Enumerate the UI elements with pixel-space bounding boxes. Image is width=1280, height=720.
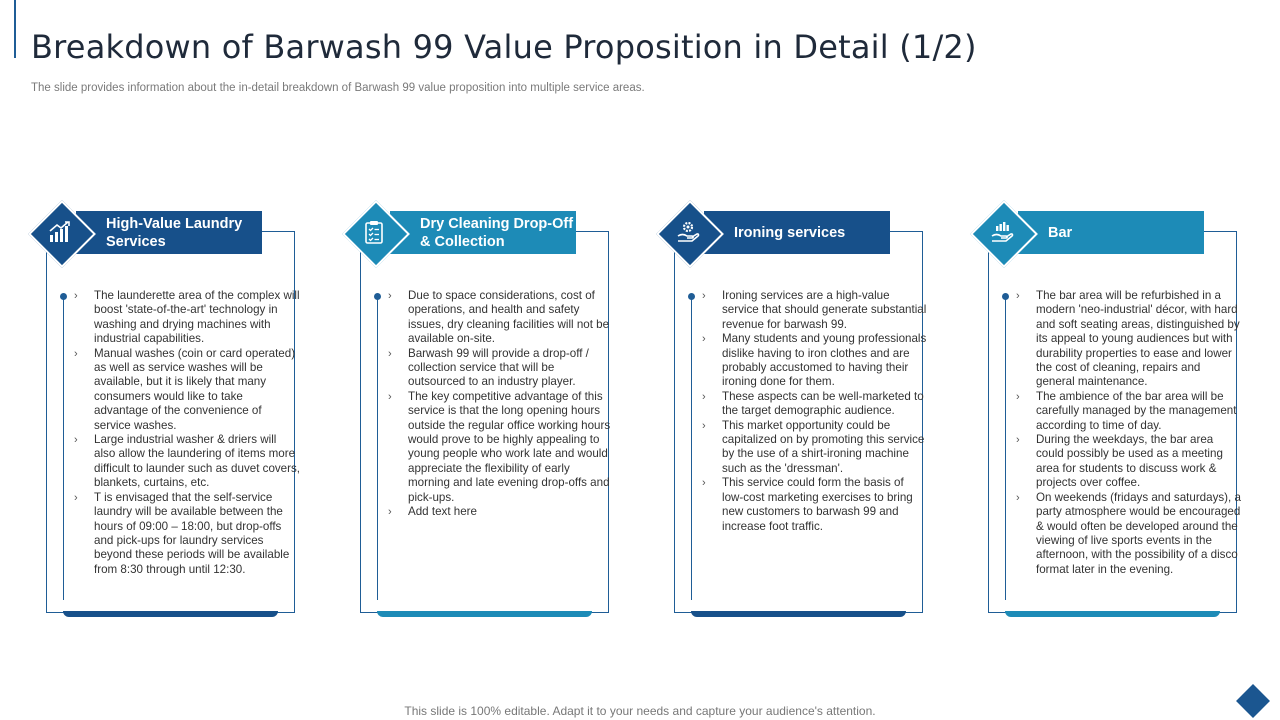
- card-underline: [377, 611, 592, 617]
- chevron-right-icon: ›: [388, 390, 392, 403]
- list-item: › Barwash 99 will provide a drop-off / collection service that will be outsourced to an industry player.: [388, 346, 589, 389]
- title-accent-bar: [14, 0, 16, 58]
- chevron-right-icon: ›: [74, 290, 78, 302]
- card-header: Ironing services: [704, 211, 890, 254]
- card-underline: [1005, 611, 1220, 617]
- chevron-right-icon: ›: [1016, 434, 1020, 447]
- timeline-dot: [688, 293, 695, 300]
- hand-gear-icon: [666, 210, 710, 254]
- card-bar: [972, 203, 1250, 623]
- chevron-right-icon: ›: [1016, 390, 1020, 403]
- list-item: › Large industrial washer & driers will also allow the laundering of items more difficult to launder such as duvet covers, blankets, curtains, etc.: [74, 433, 301, 490]
- card-header: Dry Cleaning Drop-Off & Collection: [390, 211, 576, 254]
- list-item: › Add text here: [388, 505, 477, 519]
- timeline-dot: [1002, 293, 1009, 300]
- chevron-right-icon: ›: [74, 347, 78, 360]
- chevron-right-icon: ›: [74, 434, 78, 447]
- chevron-right-icon: ›: [702, 333, 706, 346]
- chevron-right-icon: ›: [1016, 491, 1020, 504]
- chevron-right-icon: ›: [702, 390, 706, 403]
- hand-chart-icon: [980, 210, 1024, 254]
- list-item: › The bar area will be refurbished in a modern 'neo-industrial' décor, with hard and soft seating areas, distinguished by its appeal to young audiences but with durability properties to ease and lower the cost of cleaning, repairs and general maintenance.: [1016, 289, 1240, 389]
- list-item: › During the weekdays, the bar area could possibly be used as a meeting area for students to discuss work & projects over coffee.: [1016, 433, 1223, 490]
- list-item: › The launderette area of the complex will boost 'state-of-the-art' technology in washing and drying machines with industrial capabilities.: [74, 289, 300, 346]
- chevron-right-icon: ›: [388, 290, 392, 302]
- list-item: › The key competitive advantage of this service is that the long opening hours outside the regular office working hours would prove to be highly appealing to young people who work late and would appreciate the flexibility of early morning and late evening drop-offs and pick-ups.: [388, 389, 611, 504]
- timeline-line: [1005, 298, 1006, 600]
- chevron-right-icon: ›: [388, 347, 392, 360]
- list-item: › Due to space considerations, cost of operations, and health and safety issues, dry cleaning facilities will not be available on-site.: [388, 289, 610, 346]
- clipboard-checklist-icon: [352, 210, 396, 254]
- chevron-right-icon: ›: [702, 477, 706, 490]
- timeline-line: [691, 298, 692, 600]
- chevron-right-icon: ›: [702, 419, 706, 432]
- timeline-dot: [374, 293, 381, 300]
- list-item: › T is envisaged that the self-service laundry will be available between the hours of 09:00 – 18:00, but drop-offs and pick-ups for laundry services beyond these periods will be available from 8:30 through until 12:30.: [74, 490, 290, 576]
- list-item: › This service could form the basis of low-cost marketing exercises to bring new customers to barwash 99 and increase foot traffic.: [702, 476, 913, 533]
- card-underline: [691, 611, 906, 617]
- list-item: › Manual washes (coin or card operated) as well as service washes will be available, but it is likely that many consumers would like to take advantage of the convenience of service washes.: [74, 346, 296, 432]
- bullet-list: [388, 289, 614, 520]
- timeline-line: [63, 298, 64, 600]
- card-underline: [63, 611, 278, 617]
- list-item: › These aspects can be well-marketed to the target demographic audience.: [702, 389, 924, 418]
- list-item: › Many students and young professionals dislike having to iron clothes and are probably accustomed to having their ironing done for them.: [702, 332, 927, 389]
- bullet-list: [1016, 289, 1242, 577]
- chevron-right-icon: ›: [1016, 290, 1020, 302]
- page-subtitle: The slide provides information about the in-detail breakdown of Barwash 99 value proposition into multiple service areas.: [31, 82, 645, 94]
- card-header: Bar: [1018, 211, 1204, 254]
- list-item: › The ambience of the bar area will be carefully managed by the management according to time of day.: [1016, 389, 1237, 432]
- card-high-value-laundry: [30, 203, 308, 623]
- timeline-line: [377, 298, 378, 600]
- chevron-right-icon: ›: [702, 290, 706, 302]
- list-item: › This market opportunity could be capitalized on by promoting this service by the use of a shirt-ironing machine such as the 'dressman'.: [702, 418, 925, 475]
- chevron-right-icon: ›: [74, 491, 78, 504]
- card-header: High-Value Laundry Services: [76, 211, 262, 254]
- bullet-list: [74, 289, 300, 577]
- card-dry-cleaning: [344, 203, 622, 623]
- timeline-dot: [60, 293, 67, 300]
- card-ironing-services: [658, 203, 936, 623]
- list-item: › On weekends (fridays and saturdays), a party atmosphere would be encouraged & would often be developed around the viewing of live sports events in the afternoon, with the possibility of a disco format later in the evening.: [1016, 490, 1241, 576]
- footer-note: This slide is 100% editable. Adapt it to your needs and capture your audience's attention.: [404, 704, 876, 718]
- list-item: › Ironing services are a high-value service that should generate substantial revenue for barwash 99.: [702, 289, 927, 331]
- page-title: Breakdown of Barwash 99 Value Proposition in Detail (1/2): [31, 28, 977, 66]
- bullet-list: [702, 289, 928, 534]
- chevron-right-icon: ›: [388, 506, 392, 519]
- bar-chart-growth-icon: [38, 210, 82, 254]
